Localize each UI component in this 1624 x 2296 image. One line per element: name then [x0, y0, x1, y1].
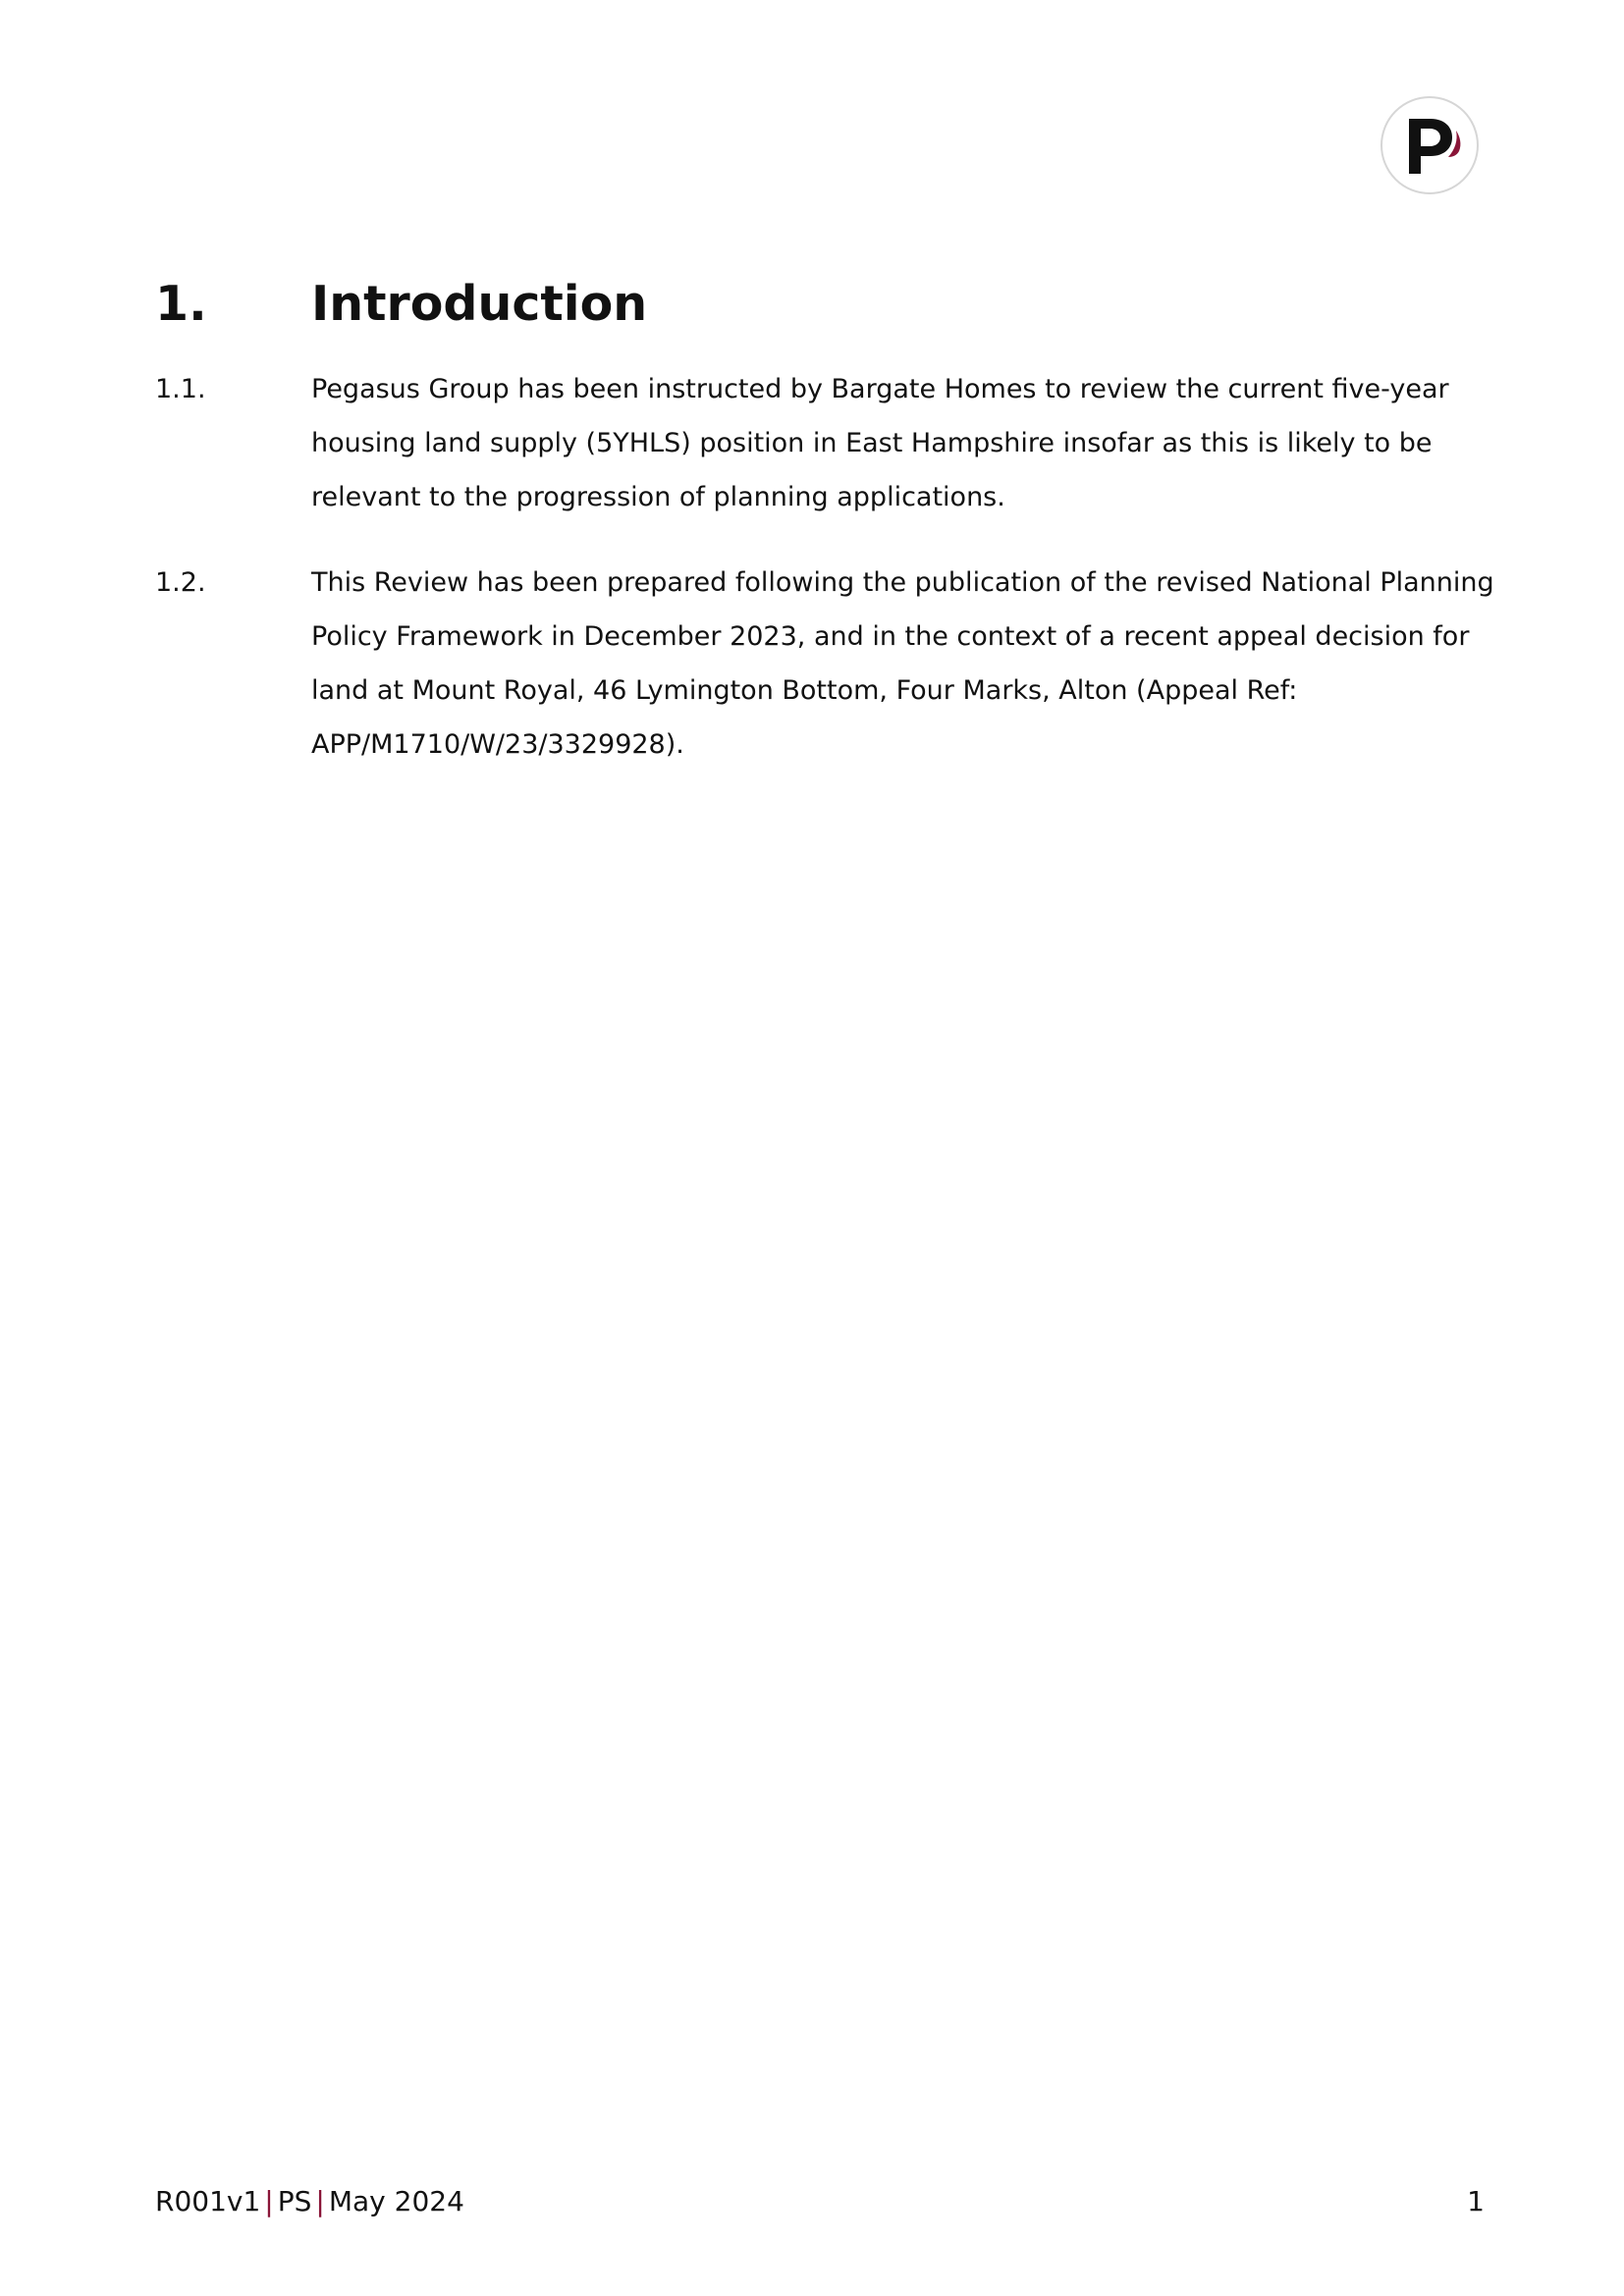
paragraph-line: Pegasus Group has been instructed by Bargate Homes to review the current five-year — [311, 374, 1449, 404]
section-number: 1. — [155, 276, 207, 332]
paragraph-text — [311, 556, 1494, 772]
paragraph-line: This Review has been prepared following the publication of the revised National Planning — [311, 567, 1494, 598]
pegasus-logo-icon — [1380, 95, 1480, 195]
paragraph-number: 1.2. — [155, 567, 206, 598]
footer-separator: | — [315, 2185, 325, 2217]
paragraph-line: housing land supply (5YHLS) position in East Hampshire insofar as this is likely to be — [311, 428, 1433, 458]
paragraph-text — [311, 362, 1489, 524]
pegasus-logo — [1380, 95, 1480, 195]
footer-author: PS — [277, 2185, 312, 2217]
paragraph-number: 1.1. — [155, 374, 206, 404]
page-number: 1 — [1467, 2185, 1485, 2217]
paragraph-line: land at Mount Royal, 46 Lymington Bottom, Four Marks, Alton (Appeal Ref: — [311, 675, 1298, 706]
footer-separator: | — [264, 2185, 274, 2217]
section-title: Introduction — [311, 276, 648, 332]
footer-ref: R001v1 — [155, 2185, 261, 2217]
paragraph-line: Policy Framework in December 2023, and in the context of a recent appeal decision for — [311, 621, 1470, 652]
paragraph-line: relevant to the progression of planning applications. — [311, 482, 1005, 512]
footer-reference — [155, 2182, 464, 2221]
footer-date: May 2024 — [328, 2185, 464, 2217]
paragraph-line: APP/M1710/W/23/3329928). — [311, 729, 684, 760]
